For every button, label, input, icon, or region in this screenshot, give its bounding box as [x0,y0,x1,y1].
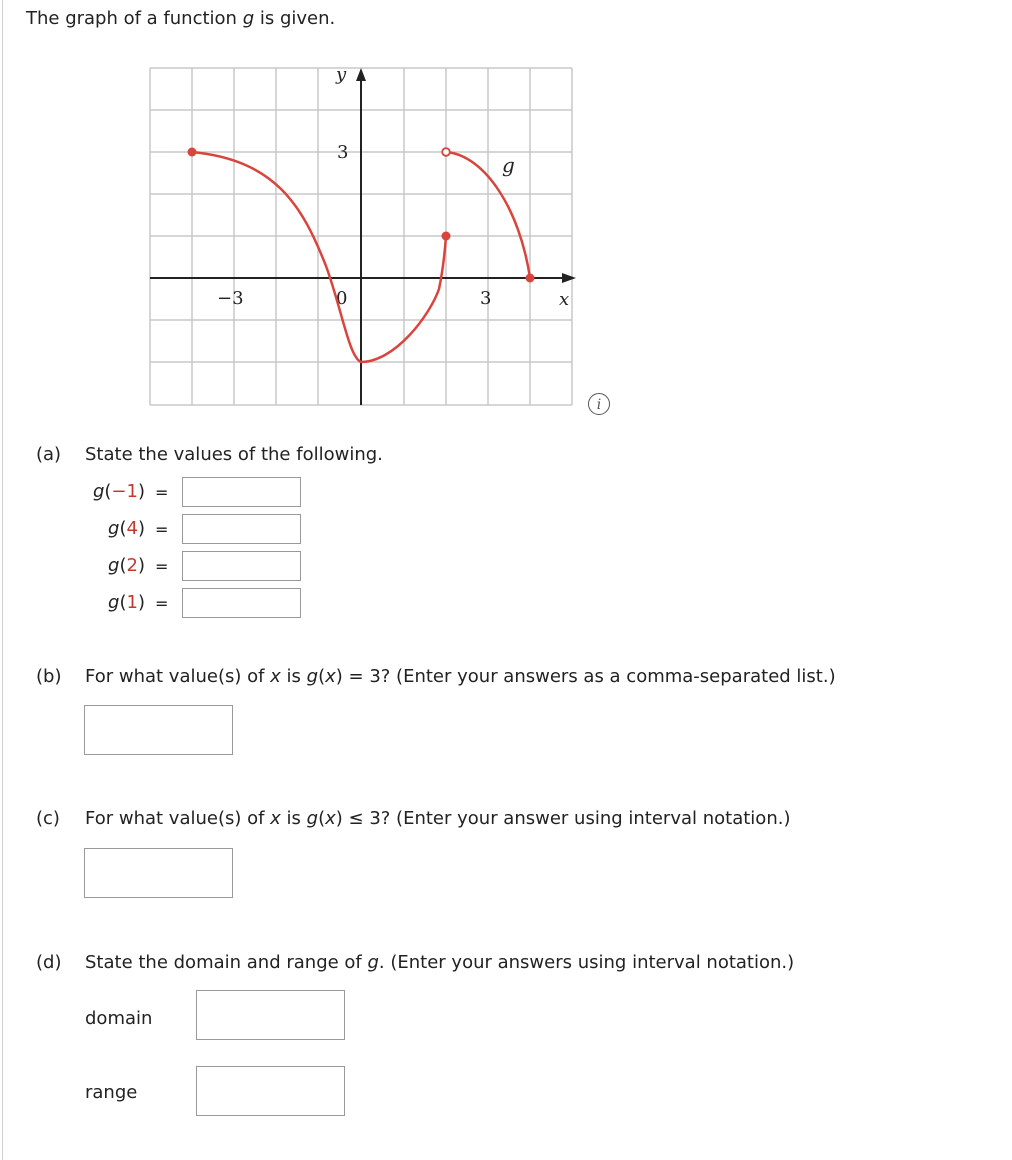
open-point-x3-y3 [442,148,450,156]
range-input[interactable] [196,1066,345,1116]
part-a-label: (a) [36,444,62,465]
part-b-text: For what value(s) of x is g(x) = 3? (Enter your answers as a comma-separated list.) [85,666,836,687]
answer-g-neg1-input[interactable] [182,477,301,507]
answer-g-2-input[interactable] [182,551,301,581]
fn-g-1: g(1) [108,592,145,613]
function-graph [130,60,580,410]
row-g-1 [0,588,180,618]
tick-label-x-3: 3 [480,288,492,309]
info-icon[interactable]: i [588,393,610,415]
domain-label: domain [85,1008,153,1029]
fn-g-2: g(2) [108,555,145,576]
tick-label-origin: 0 [336,288,348,309]
domain-input[interactable] [196,990,345,1040]
equals-sign: = [155,520,169,539]
curve-left-piece [192,152,446,362]
fn-g-4: g(4) [108,518,145,539]
curve-label: g [502,153,515,177]
part-c-label: (c) [36,808,60,829]
closed-point-left-end [188,148,197,157]
answer-c-input[interactable] [84,848,233,898]
answer-g-1-input[interactable] [182,588,301,618]
row-g-2 [0,551,180,581]
tick-label-y-3: 3 [337,142,349,163]
part-b-label: (b) [36,666,62,687]
equals-sign: = [155,483,169,502]
row-g-4 [0,514,180,544]
closed-point-right-end [526,274,535,283]
tick-label-x-neg3: −3 [217,288,244,309]
answer-g-4-input[interactable] [182,514,301,544]
problem-intro: The graph of a function g is given. [26,8,336,29]
fn-g-neg1: g(−1) [92,481,145,502]
y-axis-arrow [356,68,366,81]
part-d-label: (d) [36,952,62,973]
part-d-text: State the domain and range of g. (Enter your answers using interval notation.) [85,952,795,973]
x-axis-label: x [559,289,570,310]
range-label: range [85,1082,138,1103]
closed-point-x3-y1 [442,232,451,241]
part-a-text: State the values of the following. [85,444,383,465]
answer-b-input[interactable] [84,705,233,755]
y-axis-label: y [336,64,347,85]
equals-sign: = [155,594,169,613]
x-axis-arrow [562,273,576,283]
row-g-neg1 [0,477,180,507]
part-c-text: For what value(s) of x is g(x) ≤ 3? (Enter your answer using interval notation.) [85,808,791,829]
equals-sign: = [155,557,169,576]
